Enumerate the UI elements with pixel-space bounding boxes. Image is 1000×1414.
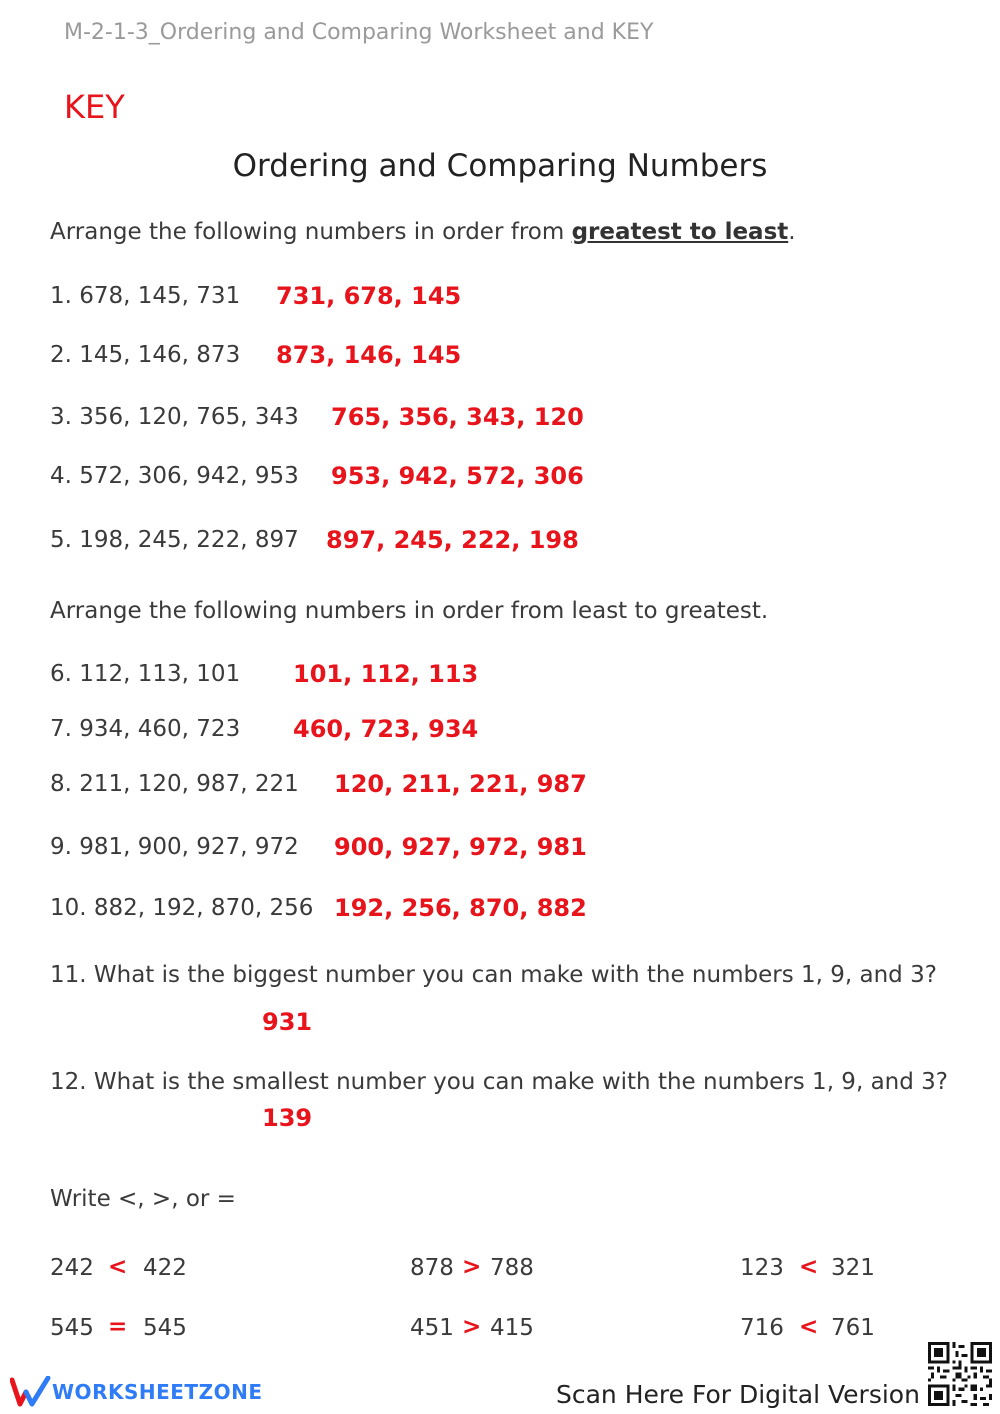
question-9: 9. 981, 900, 927, 972: [50, 834, 299, 860]
compare-right: 545: [143, 1315, 187, 1341]
answer-7: 460, 723, 934: [293, 715, 479, 743]
page-title: Ordering and Comparing Numbers: [232, 148, 768, 184]
question-2: 2. 145, 146, 873: [50, 342, 241, 368]
answer-12: 139: [262, 1104, 313, 1132]
worksheetzone-logo: [10, 1376, 262, 1408]
compare-left: 716: [740, 1315, 784, 1341]
scan-text: Scan Here For Digital Version: [556, 1380, 920, 1409]
logo-w-icon: [10, 1376, 52, 1408]
answer-9: 900, 927, 972, 981: [334, 833, 587, 861]
answer-1: 731, 678, 145: [276, 282, 462, 310]
compare-instruction: Write <, >, or =: [50, 1186, 236, 1212]
question-5: 5. 198, 245, 222, 897: [50, 527, 299, 553]
answer-2: 873, 146, 145: [276, 341, 462, 369]
answer-4: 953, 942, 572, 306: [331, 462, 584, 490]
key-label: KEY: [64, 88, 125, 126]
question-3: 3. 356, 120, 765, 343: [50, 404, 299, 430]
question-12: 12. What is the smallest number you can make with the numbers 1, 9, and 3?: [50, 1069, 948, 1095]
question-1: 1. 678, 145, 731: [50, 283, 241, 309]
answer-6: 101, 112, 113: [293, 660, 479, 688]
answer-10: 192, 256, 870, 882: [334, 894, 587, 922]
compare-left: 451: [410, 1315, 454, 1341]
compare-left: 123: [740, 1255, 784, 1281]
answer-11: 931: [262, 1008, 313, 1036]
instruction-text: Arrange the following numbers in order from: [50, 219, 572, 245]
question-10: 10. 882, 192, 870, 256: [50, 895, 314, 921]
compare-left: 545: [50, 1315, 94, 1341]
section1-instruction: [50, 219, 796, 245]
compare-operator: =: [108, 1314, 128, 1340]
question-8: 8. 211, 120, 987, 221: [50, 771, 299, 797]
compare-operator: <: [799, 1314, 819, 1340]
compare-operator: <: [108, 1254, 128, 1280]
compare-right: 321: [831, 1255, 875, 1281]
compare-operator: >: [462, 1254, 482, 1280]
compare-operator: >: [462, 1314, 482, 1340]
section2-instruction: Arrange the following numbers in order from least to greatest.: [50, 598, 769, 624]
compare-left: 878: [410, 1255, 454, 1281]
compare-right: 788: [490, 1255, 534, 1281]
instruction-suffix: .: [788, 219, 796, 245]
instruction-emphasis: greatest to least: [571, 219, 789, 245]
qr-code-icon[interactable]: [928, 1342, 992, 1406]
question-4: 4. 572, 306, 942, 953: [50, 463, 299, 489]
compare-right: 415: [490, 1315, 534, 1341]
answer-8: 120, 211, 221, 987: [334, 770, 587, 798]
answer-5: 897, 245, 222, 198: [326, 526, 579, 554]
compare-right: 761: [831, 1315, 875, 1341]
question-7: 7. 934, 460, 723: [50, 716, 241, 742]
logo-text: WORKSHEETZONE: [52, 1380, 263, 1404]
compare-left: 242: [50, 1255, 94, 1281]
document-header: M-2-1-3_Ordering and Comparing Worksheet and KEY: [64, 20, 654, 45]
compare-operator: <: [799, 1254, 819, 1280]
question-11: 11. What is the biggest number you can make with the numbers 1, 9, and 3?: [50, 962, 937, 988]
answer-3: 765, 356, 343, 120: [331, 403, 584, 431]
compare-right: 422: [143, 1255, 187, 1281]
question-6: 6. 112, 113, 101: [50, 661, 241, 687]
